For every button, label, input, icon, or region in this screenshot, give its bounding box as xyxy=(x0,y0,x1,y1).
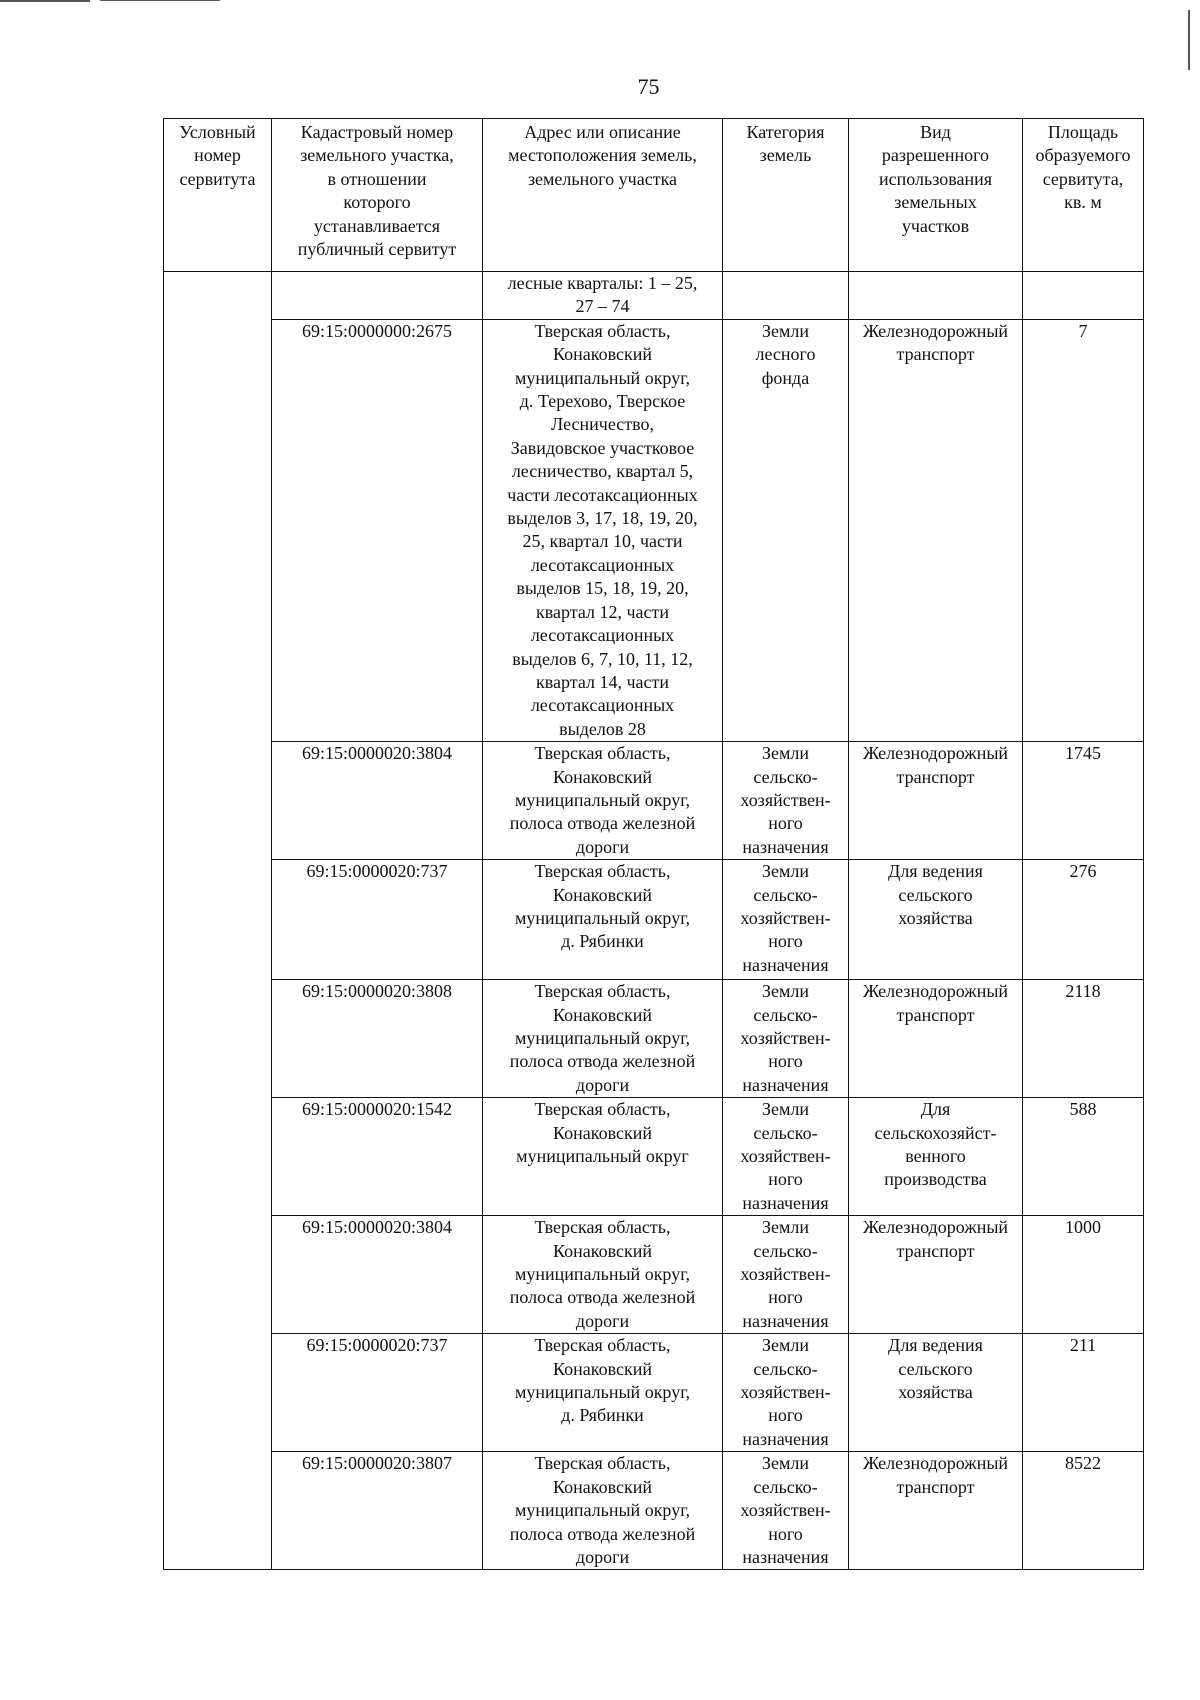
cell-area: 588 xyxy=(1023,1098,1144,1216)
cell-cadastral-number: 69:15:0000020:3804 xyxy=(272,742,483,860)
table-row xyxy=(164,980,1144,1098)
cell-area: 1000 xyxy=(1023,1216,1144,1334)
cell-land-category: Земли сельско- хозяйствен- ного назначения xyxy=(723,1216,849,1334)
table-row xyxy=(164,272,1144,320)
cell-area: 7 xyxy=(1023,319,1144,741)
cell-land-category: Земли сельско- хозяйствен- ного назначения xyxy=(723,1334,849,1452)
cell-permitted-use: Для ведения сельского хозяйства xyxy=(849,1334,1023,1452)
cell-address: лесные кварталы: 1 – 25, 27 – 74 xyxy=(483,272,723,320)
table-body xyxy=(164,272,1144,1570)
cell-address: Тверская область, Конаковский муниципальный округ xyxy=(483,1098,723,1216)
cell-land-category: Земли лесного фонда xyxy=(723,319,849,741)
cell-area: 1745 xyxy=(1023,742,1144,860)
cell-cadastral-number xyxy=(272,272,483,320)
table-header-row xyxy=(164,119,1144,272)
cell-address: Тверская область, Конаковский муниципальный округ, д. Рябинки xyxy=(483,1334,723,1452)
cell-permitted-use: Железнодорожный транспорт xyxy=(849,980,1023,1098)
cell-land-category: Земли сельско- хозяйствен- ного назначения xyxy=(723,742,849,860)
table-row xyxy=(164,1452,1144,1570)
cell-land-category: Земли сельско- хозяйствен- ного назначения xyxy=(723,1452,849,1570)
cell-address: Тверская область, Конаковский муниципальный округ, полоса отвода железной дороги xyxy=(483,1452,723,1570)
cell-address: Тверская область, Конаковский муниципальный округ, д. Терехово, Тверское Лесничество, Завидовское участковое лесничество, квартал 5, части лесотаксационных выделов 3, 17, 18, 19, 20, 25, квартал 10, части лесотаксационных выделов 15, 18, 19, 20, квартал 12, части лесотаксационных выделов 6, 7, 10, 11, 12, квартал 14, части лесотаксационных выделов 28 xyxy=(483,319,723,741)
table-row xyxy=(164,1216,1144,1334)
cell-permitted-use: Железнодорожный транспорт xyxy=(849,319,1023,741)
cell-permitted-use xyxy=(849,272,1023,320)
cell-cadastral-number: 69:15:0000020:737 xyxy=(272,1334,483,1452)
column-header-address: Адрес или описание местоположения земель, земельного участка xyxy=(483,119,723,272)
cell-cadastral-number: 69:15:0000020:3804 xyxy=(272,1216,483,1334)
column-header-servitude-number: Условный номер сервитута xyxy=(164,119,272,272)
column-header-permitted-use: Вид разрешенного использования земельных участков xyxy=(849,119,1023,272)
cell-address: Тверская область, Конаковский муниципальный округ, полоса отвода железной дороги xyxy=(483,980,723,1098)
cell-area: 276 xyxy=(1023,860,1144,980)
cell-area xyxy=(1023,272,1144,320)
table-row xyxy=(164,742,1144,860)
cell-land-category: Земли сельско- хозяйствен- ного назначения xyxy=(723,1098,849,1216)
cell-address: Тверская область, Конаковский муниципальный округ, полоса отвода железной дороги xyxy=(483,742,723,860)
scan-edge-mark xyxy=(100,0,220,1)
table-row xyxy=(164,1334,1144,1452)
page-number: 75 xyxy=(637,74,660,99)
cell-area: 211 xyxy=(1023,1334,1144,1452)
cell-area: 2118 xyxy=(1023,980,1144,1098)
cell-cadastral-number: 69:15:0000020:3808 xyxy=(272,980,483,1098)
cell-land-category: Земли сельско- хозяйствен- ного назначения xyxy=(723,860,849,980)
cell-cadastral-number: 69:15:0000020:737 xyxy=(272,860,483,980)
cell-area: 8522 xyxy=(1023,1452,1144,1570)
scan-edge-mark xyxy=(1188,10,1190,70)
scan-edge-mark xyxy=(0,0,90,2)
cell-address: Тверская область, Конаковский муниципальный округ, полоса отвода железной дороги xyxy=(483,1216,723,1334)
column-header-land-category: Категория земель xyxy=(723,119,849,272)
cell-cadastral-number: 69:15:0000000:2675 xyxy=(272,319,483,741)
cell-servitude-number xyxy=(164,272,272,1570)
table-row xyxy=(164,1098,1144,1216)
cell-permitted-use: Железнодорожный транспорт xyxy=(849,1216,1023,1334)
cell-permitted-use: Для сельскохозяйст- венного производства xyxy=(849,1098,1023,1216)
cell-address: Тверская область, Конаковский муниципальный округ, д. Рябинки xyxy=(483,860,723,980)
table-row xyxy=(164,860,1144,980)
cell-cadastral-number: 69:15:0000020:1542 xyxy=(272,1098,483,1216)
table-row xyxy=(164,319,1144,741)
column-header-cadastral-number: Кадастровый номер земельного участка, в отношении которого устанавливается публичный сервитут xyxy=(272,119,483,272)
cell-land-category: Земли сельско- хозяйствен- ного назначения xyxy=(723,980,849,1098)
cell-permitted-use: Железнодорожный транспорт xyxy=(849,1452,1023,1570)
cell-permitted-use: Для ведения сельского хозяйства xyxy=(849,860,1023,980)
cell-cadastral-number: 69:15:0000020:3807 xyxy=(272,1452,483,1570)
cell-permitted-use: Железнодорожный транспорт xyxy=(849,742,1023,860)
servitude-table xyxy=(163,118,1144,1570)
cell-land-category xyxy=(723,272,849,320)
column-header-area: Площадь образуемого сервитута, кв. м xyxy=(1023,119,1144,272)
